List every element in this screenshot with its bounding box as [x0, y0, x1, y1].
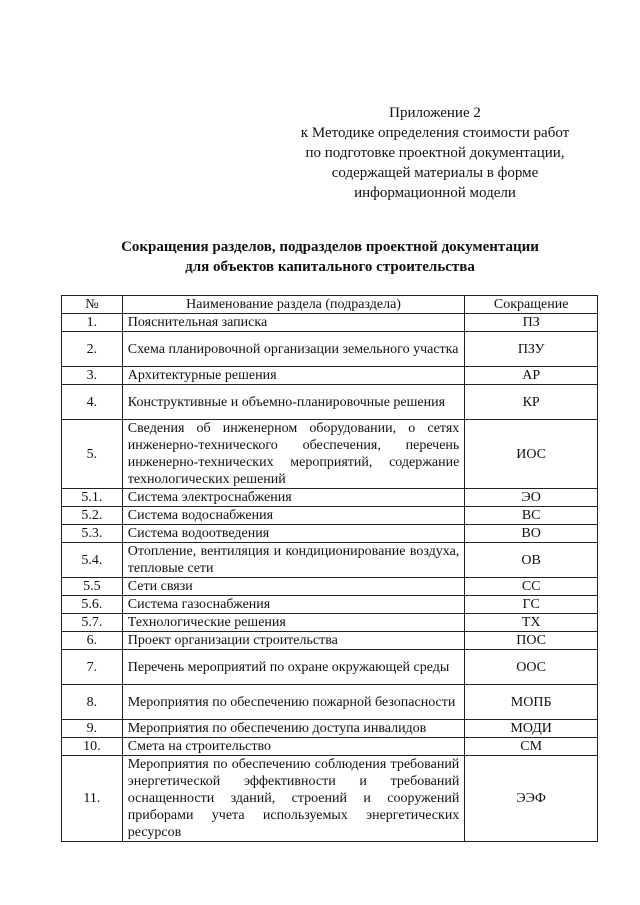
row-number: 5.7.: [62, 614, 123, 632]
table-row: [62, 632, 598, 650]
row-section-name: Смета на строительство: [122, 738, 465, 756]
row-section-name: Пояснительная записка: [122, 314, 465, 332]
table-row: [62, 756, 598, 842]
table-row: [62, 314, 598, 332]
row-abbreviation: КР: [465, 385, 598, 420]
row-number: 5.2.: [62, 507, 123, 525]
row-abbreviation: ПЗУ: [465, 332, 598, 367]
table-row: [62, 525, 598, 543]
row-abbreviation: ООС: [465, 650, 598, 685]
row-abbreviation: ТХ: [465, 614, 598, 632]
row-number: 3.: [62, 367, 123, 385]
row-abbreviation: ОВ: [465, 543, 598, 578]
row-section-name: Архитектурные решения: [122, 367, 465, 385]
row-number: 11.: [62, 756, 123, 842]
row-abbreviation: ВС: [465, 507, 598, 525]
row-number: 5.4.: [62, 543, 123, 578]
table-row: [62, 507, 598, 525]
table-row: [62, 367, 598, 385]
row-section-name: Перечень мероприятий по охране окружающей среды: [122, 650, 465, 685]
row-abbreviation: ПОС: [465, 632, 598, 650]
table-row: [62, 489, 598, 507]
row-abbreviation: СС: [465, 578, 598, 596]
table-row: [62, 332, 598, 367]
row-number: 5.: [62, 420, 123, 489]
appendix-header: [285, 103, 585, 203]
row-abbreviation: СМ: [465, 738, 598, 756]
appendix-line: информационной модели: [354, 185, 516, 201]
row-section-name: Мероприятия по обеспечению доступа инвалидов: [122, 720, 465, 738]
header-number: №: [62, 296, 123, 314]
table-row: [62, 685, 598, 720]
row-section-name: Конструктивные и объемно-планировочные решения: [122, 385, 465, 420]
row-section-name: Система электроснабжения: [122, 489, 465, 507]
sections-table: [61, 295, 598, 842]
row-abbreviation: ЭЭФ: [465, 756, 598, 842]
row-section-name: Мероприятия по обеспечению пожарной безопасности: [122, 685, 465, 720]
appendix-line: содержащей материалы в форме: [331, 165, 539, 181]
row-section-name: Система водоотведения: [122, 525, 465, 543]
table-row: [62, 650, 598, 685]
row-section-name: Сведения об инженерном оборудовании, о сетях инженерно-технического обеспечения, перечень инженерно-технических мероприятий, содержание технологических решений: [122, 420, 465, 489]
row-number: 7.: [62, 650, 123, 685]
row-number: 5.5: [62, 578, 123, 596]
header-name: Наименование раздела (подраздела): [122, 296, 465, 314]
table-row: [62, 738, 598, 756]
table-row: [62, 420, 598, 489]
appendix-line: Приложение 2: [389, 105, 481, 121]
header-abbreviation: Сокращение: [465, 296, 598, 314]
row-section-name: Отопление, вентиляция и кондиционирование воздуха, тепловые сети: [122, 543, 465, 578]
row-number: 10.: [62, 738, 123, 756]
row-abbreviation: МОДИ: [465, 720, 598, 738]
appendix-line: по подготовке проектной документации,: [305, 145, 565, 161]
appendix-line: к Методике определения стоимости работ: [300, 125, 570, 141]
table-body: [62, 314, 598, 842]
row-number: 2.: [62, 332, 123, 367]
row-number: 5.1.: [62, 489, 123, 507]
row-abbreviation: ЭО: [465, 489, 598, 507]
row-number: 5.6.: [62, 596, 123, 614]
row-abbreviation: ГС: [465, 596, 598, 614]
row-number: 9.: [62, 720, 123, 738]
table-row: [62, 543, 598, 578]
row-abbreviation: МОПБ: [465, 685, 598, 720]
row-abbreviation: ВО: [465, 525, 598, 543]
row-section-name: Мероприятия по обеспечению соблюдения требований энергетической эффективности и требований оснащенности зданий, строений и сооружений приборами учета используемых энергетических ресурсов: [122, 756, 465, 842]
table-header-row: [62, 296, 598, 314]
row-number: 8.: [62, 685, 123, 720]
row-section-name: Сети связи: [122, 578, 465, 596]
row-abbreviation: АР: [465, 367, 598, 385]
row-section-name: Система газоснабжения: [122, 596, 465, 614]
row-abbreviation: ИОС: [465, 420, 598, 489]
row-abbreviation: ПЗ: [465, 314, 598, 332]
table-row: [62, 720, 598, 738]
title-line: Сокращения разделов, подразделов проектной документации: [121, 239, 539, 255]
row-number: 1.: [62, 314, 123, 332]
row-section-name: Система водоснабжения: [122, 507, 465, 525]
table-row: [62, 385, 598, 420]
table-row: [62, 596, 598, 614]
row-section-name: Схема планировочной организации земельного участка: [122, 332, 465, 367]
document-title: [60, 237, 600, 277]
table-row: [62, 578, 598, 596]
row-number: 4.: [62, 385, 123, 420]
table-row: [62, 614, 598, 632]
row-section-name: Проект организации строительства: [122, 632, 465, 650]
row-number: 5.3.: [62, 525, 123, 543]
title-line: для объектов капитального строительства: [185, 259, 475, 275]
row-number: 6.: [62, 632, 123, 650]
row-section-name: Технологические решения: [122, 614, 465, 632]
